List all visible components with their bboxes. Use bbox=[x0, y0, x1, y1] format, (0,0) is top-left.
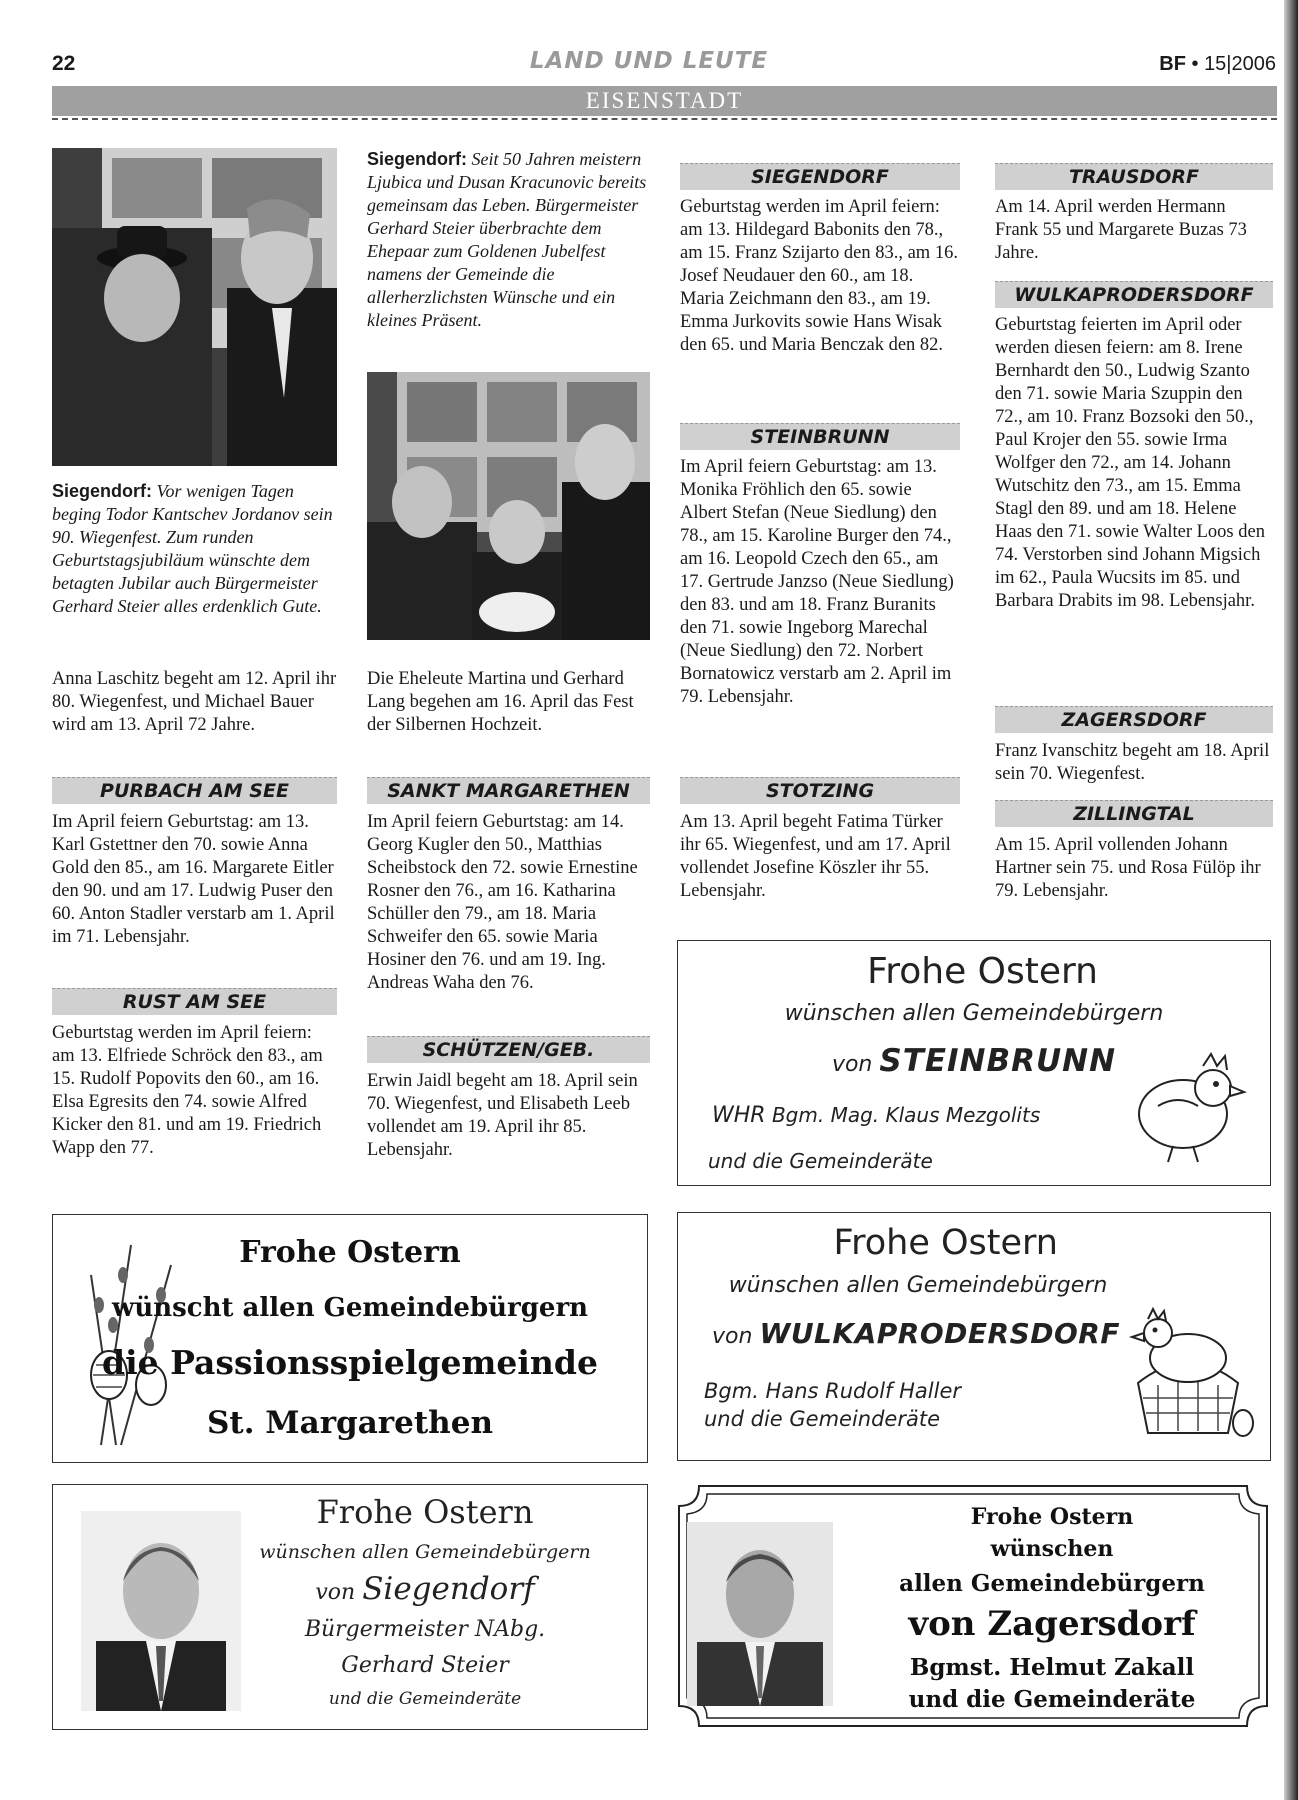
photo-jubilar-2-image bbox=[367, 372, 650, 640]
text-stotzing: Am 13. April begeht Fatima Türker ihr 65. Wiegenfest, und am 17. April vollendet Josefine Köszler ihr 55. Lebensjahr. bbox=[680, 812, 951, 901]
ad-steinbrunn bbox=[677, 940, 1271, 1186]
region-bar: EISENSTADT bbox=[52, 86, 1277, 116]
col2-intro: Die Eheleute Martina und Gerhard Lang begehen am 16. April das Fest der Silbernen Hochzeit. bbox=[367, 669, 634, 735]
heading-sankt-margarethen: SANKT MARGARETHEN bbox=[367, 777, 650, 804]
page-edge-shadow bbox=[1284, 0, 1298, 1800]
ad-margarethen-line4: St. Margarethen bbox=[207, 1405, 493, 1441]
ad-wulka-place: WULKAPRODERSDORF bbox=[759, 1317, 1120, 1350]
ad-zagersdorf-line5: Bgmst. Helmut Zakall bbox=[909, 1654, 1195, 1681]
caption-place-1: Siegendorf: bbox=[52, 481, 153, 501]
ad-steinbrunn-mayor: Bgm. Mag. Klaus Mezgolits bbox=[771, 1103, 1041, 1127]
ad-siegendorf bbox=[52, 1484, 648, 1730]
text-wulkaprodersdorf: Geburtstag feierten im April oder werden diesen feiern: am 8. Irene Bernhardt den 50., Ludwig Szanto den 71. sowie Maria Szuppin den 72., am 10. Franz Bozsoki den 50., Paul Krojer den 55. sowie Irma Wolfger den 72., am 14. Johann Wutschitz den 73., am 15. Emma Stagl den 89. und am 18. Helene Haas den 71. sowie Walter Loos den 74. Verstorben sind Johann Migsich im 62., Paula Wucsits im 85. und Barbara Drabits im 98. Lebensjahr. bbox=[995, 315, 1265, 611]
heading-trausdorf: TRAUSDORF bbox=[995, 163, 1273, 190]
easter-hen-icon bbox=[1118, 1046, 1248, 1166]
ad-siegendorf-line3 bbox=[203, 1571, 647, 1607]
ad-margarethen-title: Frohe Ostern bbox=[239, 1235, 461, 1270]
portrait-mayor-zakall bbox=[687, 1522, 833, 1706]
ad-wulka-line5: und die Gemeinderäte bbox=[704, 1407, 941, 1431]
ad-zagersdorf-line4: von Zagersdorf bbox=[908, 1604, 1196, 1644]
text-siegendorf: Geburtstag werden im April feiern: am 13. Hildegard Babonits den 78., am 15. Franz Szijarto den 83., am 16. Josef Neudauer den 60., am 18. Maria Zeichmann den 83., am 19. Emma Jurkovits sowie Hans Wisak den 65. und Maria Benczak den 82. bbox=[680, 197, 958, 355]
photo-jubilar-1-image bbox=[52, 148, 337, 466]
heading-siegendorf: SIEGENDORF bbox=[680, 163, 960, 190]
ad-siegendorf-line5: Gerhard Steier bbox=[341, 1653, 509, 1678]
ad-steinbrunn-title: Frohe Ostern bbox=[867, 951, 1098, 992]
ad-steinbrunn-place: STEINBRUNN bbox=[879, 1043, 1117, 1079]
heading-zagersdorf: ZAGERSDORF bbox=[995, 706, 1273, 733]
photo-jubilar-2 bbox=[367, 372, 650, 640]
ad-zagersdorf-line2: wünschen bbox=[990, 1536, 1114, 1562]
ad-siegendorf-place: Siegendorf bbox=[362, 1571, 535, 1607]
caption-text-2: Seit 50 Jahren meistern Ljubica und Dusan Kracunovic bereits gemeinsam das Leben. Bürgermeister Gerhard Steier überbrachte dem Ehepaar zum Goldenen Jubelfest namens der Gemeinde die allerherzlichsten Wünsche und ein kleines Präsent. bbox=[367, 149, 647, 330]
issue-info bbox=[1159, 53, 1276, 76]
ad-steinbrunn-line5: und die Gemeinderäte bbox=[708, 1149, 933, 1173]
ad-zagersdorf bbox=[677, 1484, 1269, 1728]
heading-stotzing: STOTZING bbox=[680, 777, 960, 804]
ad-siegendorf-line2: wünschen allen Gemeindebürgern bbox=[259, 1541, 591, 1563]
ad-wulkaprodersdorf bbox=[677, 1212, 1271, 1461]
heading-wulkaprodersdorf: WULKAPRODERSDORF bbox=[995, 281, 1273, 308]
text-zillingtal: Am 15. April vollenden Johann Hartner sein 75. und Rosa Fülöp ihr 79. Lebensjahr. bbox=[995, 835, 1261, 901]
text-purbach: Im April feiern Geburtstag: am 13. Karl Gstettner den 70. sowie Anna Gold den 85., am 16. Margarete Eitler den 90. und am 17. Ludwig Puser den 60. Anton Stadler verstarb am 1. April im 71. Lebensjahr. bbox=[52, 812, 335, 947]
ad-zagersdorf-line6: und die Gemeinderäte bbox=[908, 1686, 1196, 1713]
ad-steinbrunn-line4 bbox=[712, 1103, 1040, 1128]
issue-number: 15|2006 bbox=[1204, 53, 1276, 75]
text-sankt-margarethen: Im April feiern Geburtstag: am 14. Georg Kugler den 50., Matthias Scheibstock den 72. sowie Ernestine Rosner den 76., am 16. Katharina Schüller den 79., am 18. Maria Schweifer den 65. sowie Maria Hosiner den 76. und am 19. Ing. Andreas Waha den 76. bbox=[367, 812, 638, 993]
heading-zillingtal: ZILLINGTAL bbox=[995, 800, 1273, 827]
hen-basket-icon bbox=[1118, 1303, 1258, 1443]
ad-siegendorf-title: Frohe Ostern bbox=[316, 1493, 534, 1531]
text-trausdorf: Am 14. April werden Hermann Frank 55 und Margarete Buzas 73 Jahre. bbox=[995, 197, 1247, 263]
ad-wulka-von: von bbox=[712, 1324, 753, 1349]
ad-margarethen-line3: die Passionsspielgemeinde bbox=[102, 1343, 598, 1382]
ad-steinbrunn-von: von bbox=[831, 1052, 873, 1077]
photo-jubilar-1 bbox=[52, 148, 337, 466]
ad-siegendorf-line6: und die Gemeinderäte bbox=[328, 1689, 522, 1709]
col1-intro: Anna Laschitz begeht am 12. April ihr 80. Wiegenfest, und Michael Bauer wird am 13. April 72 Jahre. bbox=[52, 669, 337, 735]
ad-margarethen-line2: wünscht allen Gemeindebürgern bbox=[111, 1293, 589, 1323]
ad-zagersdorf-title: Frohe Ostern bbox=[970, 1504, 1134, 1530]
heading-rust: RUST AM SEE bbox=[52, 988, 337, 1015]
ad-wulka-line2: wünschen allen Gemeindebürgern bbox=[728, 1273, 1108, 1298]
ad-siegendorf-von: von bbox=[315, 1580, 356, 1605]
page-number: 22 bbox=[52, 52, 76, 75]
issue-brand: BF bbox=[1159, 53, 1186, 75]
heading-steinbrunn: STEINBRUNN bbox=[680, 423, 960, 450]
header-divider bbox=[52, 118, 1277, 120]
photo-caption-1 bbox=[52, 480, 337, 618]
text-steinbrunn: Im April feiern Geburtstag: am 13. Monika Fröhlich den 65. sowie Albert Stefan (Neue Siedlung) den 78., am 15. Karoline Burger den 74., am 16. Leopold Czech den 65., am 17. Gertrude Janzso (Neue Siedlung) den 83. und am 18. Franz Buranits den 71. sowie Ingeborg Marechal (Neue Siedlung) den 72. Norbert Bornatowicz verstarb am 2. April im 79. Lebensjahr. bbox=[680, 457, 954, 707]
ad-siegendorf-line4: Bürgermeister NAbg. bbox=[304, 1617, 546, 1642]
ad-wulka-title: Frohe Ostern bbox=[833, 1223, 1058, 1263]
section-title: LAND UND LEUTE bbox=[529, 48, 769, 74]
heading-schuetzen: SCHÜTZEN/GEB. bbox=[367, 1036, 650, 1063]
caption-place-2: Siegendorf: bbox=[367, 149, 468, 169]
ad-steinbrunn-line2: wünschen allen Gemeindebürgern bbox=[784, 1001, 1164, 1026]
ad-wulka-line3 bbox=[712, 1317, 1120, 1350]
ad-margarethen bbox=[52, 1214, 648, 1463]
text-zagersdorf: Franz Ivanschitz begeht am 18. April sein 70. Wiegenfest. bbox=[995, 741, 1270, 784]
ad-wulka-line4: Bgm. Hans Rudolf Haller bbox=[704, 1379, 961, 1403]
text-schuetzen: Erwin Jaidl begeht am 18. April sein 70. Wiegenfest, und Elisabeth Leeb vollendet am 19. April ihr 85. Lebensjahr. bbox=[367, 1071, 638, 1160]
issue-separator: • bbox=[1191, 53, 1199, 75]
ad-zagersdorf-line3: allen Gemeindebürgern bbox=[899, 1570, 1205, 1597]
heading-purbach: PURBACH AM SEE bbox=[52, 777, 337, 804]
caption-text-1: Vor wenigen Tagen beging Todor Kantschev Jordanov sein 90. Wiegenfest. Zum runden Geburtstagsjubiläum wünschte dem betagten Jubilar auch Bürgermeister Gerhard Steier alles erdenklich Gute. bbox=[52, 481, 333, 616]
ad-steinbrunn-whr: WHR bbox=[712, 1103, 766, 1128]
photo-caption-2 bbox=[367, 148, 650, 332]
text-rust: Geburtstag werden im April feiern: am 13. Elfriede Schröck den 83., am 15. Rudolf Popovits den 60., am 16. Elsa Egresits den 74. sowie Alfred Kicker den 81. und am 19. Friedrich Wapp den 77. bbox=[52, 1023, 323, 1158]
